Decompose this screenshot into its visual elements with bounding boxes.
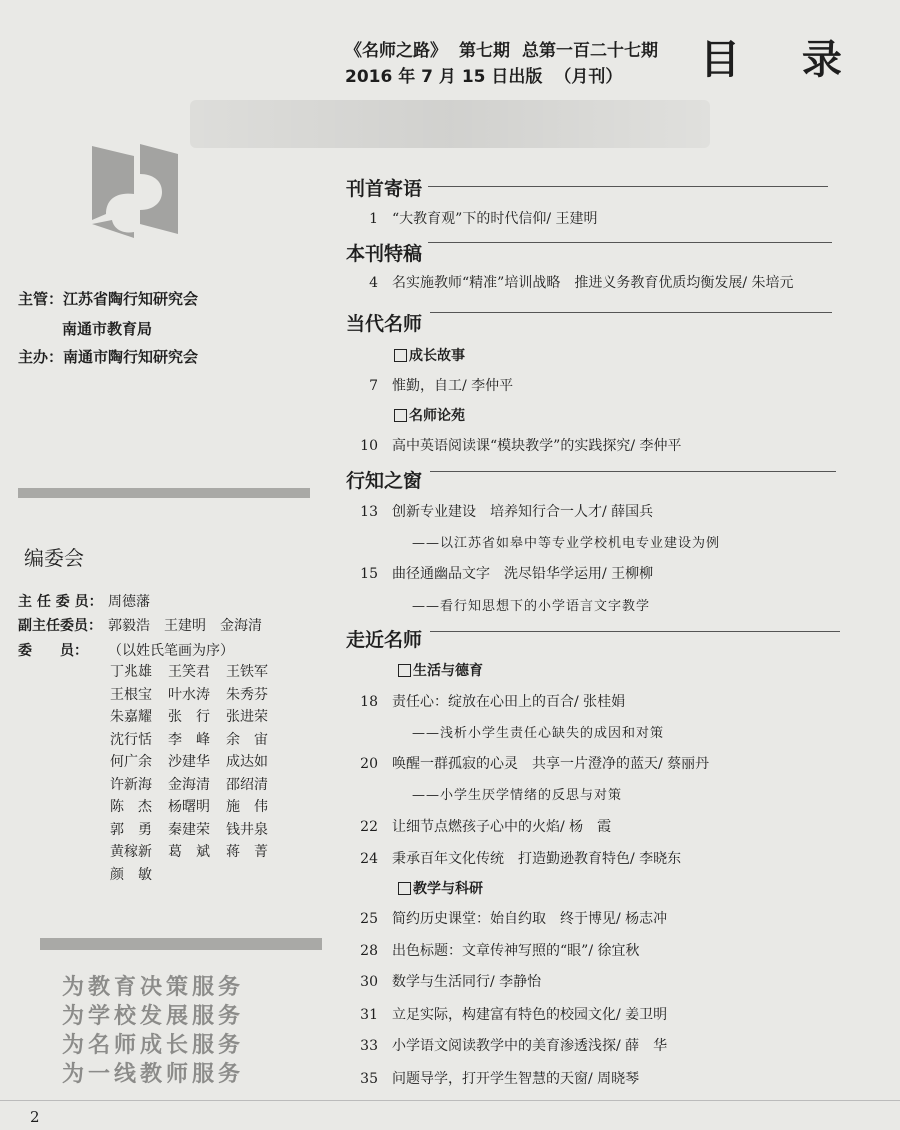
entry-title: 数学与生活同行/ 李静怡 [392, 974, 542, 990]
page-number: 28 [360, 943, 378, 959]
journal-logo-icon [88, 140, 183, 240]
checkbox-icon [394, 349, 407, 362]
entry-title: 问题导学，打开学生智慧的天窗/ 周晓琴 [392, 1071, 640, 1087]
member-name: 王根宝 [110, 686, 152, 703]
page-number: 31 [360, 1007, 378, 1023]
bleed-through-shadow [190, 100, 710, 148]
journal-header-line-1 [345, 36, 670, 61]
member-name: 沙建华 [168, 754, 210, 770]
entry-title: 惟勤，自工/ 李仲平 [392, 378, 514, 394]
section-rule [428, 242, 832, 243]
page-number: 33 [360, 1038, 378, 1054]
toc-entry[interactable] [352, 940, 639, 960]
page-number: 35 [360, 1071, 378, 1087]
checkbox-icon [398, 882, 411, 895]
member-name: 陈 杰 [110, 799, 152, 815]
member-name: 张进荣 [226, 709, 268, 725]
subsection-heading [394, 345, 465, 365]
page-number: 15 [360, 566, 378, 582]
member-name: 朱秀芬 [226, 686, 268, 703]
page-number: 4 [369, 275, 378, 291]
slogan: 为名师成长服务 [62, 1033, 245, 1058]
toc-entry[interactable] [352, 1004, 667, 1024]
deputy-names: 郭毅浩 王建明 金海清 [108, 618, 262, 634]
member-name: 成达如 [226, 754, 268, 770]
subsection-heading [398, 878, 483, 898]
member-name: 颜 敏 [110, 866, 152, 883]
member-name: 余 宙 [226, 731, 268, 748]
toc-entry[interactable] [352, 272, 793, 292]
divider-bar [18, 488, 310, 498]
toc-entry[interactable] [352, 563, 653, 583]
page-number: 18 [360, 694, 378, 710]
deputy-label: 副主任委员： [18, 618, 102, 634]
entry-title: 曲径通幽品文字 洗尽铅华学运用/ 王柳柳 [392, 566, 654, 582]
page-number: 10 [360, 438, 378, 454]
organizer-label: 主办： [18, 348, 64, 366]
toc-entry[interactable] [352, 1068, 639, 1088]
page-number: 30 [360, 974, 378, 990]
entry-title: 唤醒一群孤寂的心灵 共享一片澄净的蓝天/ 蔡丽丹 [392, 756, 710, 772]
section-heading: 当代名师 [346, 313, 423, 335]
section-heading: 走近名师 [346, 629, 423, 651]
toc-entry[interactable] [352, 908, 667, 928]
member-name: 何广余 [110, 754, 152, 770]
toc-entry[interactable] [352, 501, 653, 521]
subsection-label: 教学与科研 [413, 881, 483, 897]
entry-title: 出色标题：文章传神写照的“眼”/ 徐宜秋 [392, 943, 640, 959]
member-name: 钱井泉 [226, 821, 268, 838]
page-number: 25 [360, 911, 378, 927]
page-number: 22 [360, 819, 378, 835]
member-name: 葛 斌 [168, 844, 210, 860]
member-name: 黄稼新 [110, 844, 152, 860]
entry-title: 名实施教师“精准”培训战略 推进义务教育优质均衡发展/ 朱培元 [392, 275, 794, 291]
toc-entry[interactable] [352, 971, 541, 991]
section-rule [430, 312, 832, 313]
member-name: 金海清 [168, 776, 210, 793]
toc-entry[interactable] [352, 1035, 667, 1055]
toc-entry[interactable] [352, 208, 597, 228]
divider-bar-2 [40, 938, 322, 950]
chief-label: 主 任 委 员： [18, 594, 103, 610]
total-issue: 总第一百二十七期 [522, 41, 658, 61]
entry-title: 立足实际，构建富有特色的校园文化/ 姜卫明 [392, 1007, 668, 1023]
page-number: 20 [360, 756, 378, 772]
slogan: 为学校发展服务 [62, 1004, 245, 1029]
publication-date: 2016 年 7 月 15 日出版 [345, 67, 543, 87]
entry-subtitle: ——看行知思想下的小学语言文字教学 [412, 599, 651, 614]
entry-title: 让细节点燃孩子心中的火焰/ 杨 霞 [392, 819, 612, 835]
section-rule [430, 631, 840, 632]
toc-entry[interactable] [352, 816, 611, 836]
member-name: 邵绍清 [226, 776, 268, 793]
page-number-footer: 2 [30, 1108, 40, 1126]
issue-number: 第七期 [459, 41, 510, 61]
toc-entry[interactable] [352, 691, 625, 711]
subsection-heading [394, 405, 465, 425]
supervisor-label: 主管： [18, 290, 64, 308]
chief-name: 周德藩 [108, 594, 150, 610]
entry-subtitle: ——以江苏省如皋中等专业学校机电专业建设为例 [412, 536, 721, 551]
member-name: 叶水涛 [168, 686, 210, 703]
section-heading: 本刊特稿 [346, 243, 423, 265]
entry-title: 秉承百年文化传统 打造勤逊教育特色/ 李晓东 [392, 851, 682, 867]
page-number: 24 [360, 851, 378, 867]
member-name: 施 伟 [226, 799, 268, 815]
subsection-label: 生活与德育 [413, 663, 483, 679]
entry-title: 责任心：绽放在心田上的百合/ 张桂娟 [392, 694, 626, 710]
member-name: 沈行恬 [110, 731, 152, 748]
organizer: 南通市陶行知研究会 [63, 348, 199, 366]
journal-name: 《名师之路》 [345, 41, 447, 61]
members-label: 委 员： [18, 643, 88, 659]
page-number: 1 [369, 211, 378, 227]
page-number: 13 [360, 504, 378, 520]
member-name: 杨曙明 [168, 799, 210, 815]
entry-subtitle: ——小学生厌学情绪的反思与对策 [412, 788, 623, 803]
supervisor-1: 江苏省陶行知研究会 [63, 290, 199, 308]
entry-subtitle: ——浅析小学生责任心缺失的成因和对策 [412, 726, 665, 741]
toc-entry[interactable] [352, 375, 513, 395]
section-heading: 刊首寄语 [346, 178, 423, 200]
frequency: （月刊） [554, 67, 623, 87]
subsection-label: 成长故事 [409, 348, 465, 364]
toc-entry[interactable] [352, 848, 681, 868]
section-rule [428, 186, 828, 187]
page-number: 7 [369, 378, 378, 394]
member-name: 李 峰 [168, 731, 210, 748]
checkbox-icon [398, 664, 411, 677]
member-name: 郭 勇 [110, 821, 152, 838]
member-name: 秦建荣 [168, 821, 210, 838]
entry-title: 简约历史课堂：始自约取 终于博见/ 杨志冲 [392, 911, 668, 927]
checkbox-icon [394, 409, 407, 422]
entry-title: 小学语文阅读教学中的美育渗透浅探/ 薛 华 [392, 1038, 668, 1054]
organizer-row [18, 346, 198, 367]
slogan: 为一线教师服务 [62, 1062, 245, 1087]
member-name: 丁兆雄 [110, 664, 152, 680]
member-name: 张 行 [168, 709, 210, 725]
subsection-heading [398, 660, 483, 680]
toc-title: 目 录 [700, 37, 866, 83]
member-name: 许新海 [110, 776, 152, 793]
member-name: 王笑君 [168, 664, 210, 680]
toc-entry[interactable] [352, 435, 681, 455]
entry-title: “大教育观”下的时代信仰/ 王建明 [392, 211, 598, 227]
member-name: 朱嘉耀 [110, 709, 152, 725]
members-grid [110, 665, 284, 882]
section-heading: 行知之窗 [346, 470, 423, 492]
journal-header-line-2 [345, 62, 634, 87]
slogan: 为教育决策服务 [62, 975, 245, 1000]
entry-title: 创新专业建设 培养知行合一人才/ 薛国兵 [392, 504, 654, 520]
supervisor-row [18, 288, 198, 309]
entry-title: 高中英语阅读课“模块教学”的实践探究/ 李仲平 [392, 438, 682, 454]
members-note: （以姓氏笔画为序） [108, 643, 234, 659]
member-name: 蒋 菁 [226, 844, 268, 860]
section-rule [430, 471, 836, 472]
member-name: 王铁军 [226, 664, 268, 680]
editorial-board-title: 编委会 [24, 546, 84, 570]
footer-rule [0, 1100, 900, 1101]
supervisor-2: 南通市教育局 [62, 320, 153, 338]
subsection-label: 名师论苑 [409, 408, 465, 424]
toc-entry[interactable] [352, 753, 709, 773]
